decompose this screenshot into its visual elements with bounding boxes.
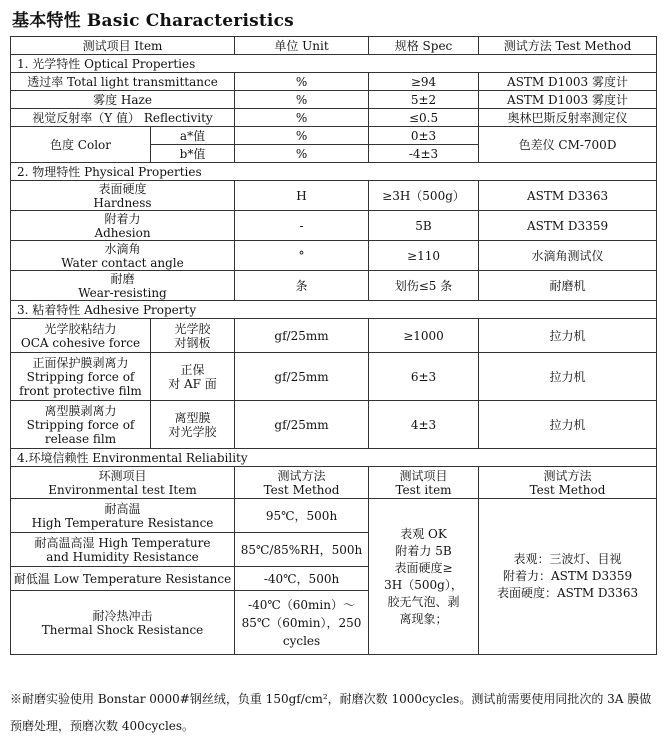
name-cn: 耐磨: [110, 271, 135, 286]
table-row: [11, 211, 657, 241]
row-spec: 5±2: [369, 91, 479, 109]
row-name: 耐低温 Low Temperature Resistance: [11, 567, 235, 591]
method-line: 表观：三波灯、目视: [513, 552, 622, 566]
row-method: 耐磨机: [479, 271, 657, 301]
sub-2: 对钢板: [174, 335, 211, 350]
name-cn: 耐冷热冲击: [92, 608, 153, 623]
test-item-line: 附着力 5B: [395, 543, 452, 558]
row-spec: 6±3: [369, 353, 479, 401]
row-spec: 5B: [369, 211, 479, 241]
row-method: 拉力机: [479, 401, 657, 449]
section-title: 3. 粘着特性 Adhesive Property: [11, 301, 657, 319]
row-unit: gf/25mm: [235, 319, 369, 353]
table-row: [11, 127, 657, 145]
row-unit: %: [235, 127, 369, 145]
row-unit: °: [235, 241, 369, 271]
row-name: [11, 211, 235, 241]
name-en: OCA cohesive force: [20, 335, 141, 350]
row-spec: ≤0.5: [369, 109, 479, 127]
table-row: [11, 319, 657, 353]
row-method: ASTM D1003 雾度计: [479, 73, 657, 91]
row-name: 透过率 Total light transmittance: [11, 73, 235, 91]
env-header-test: [369, 467, 479, 499]
section-title: 2. 物理特性 Physical Properties: [11, 163, 657, 181]
label-cn: 测试项目: [399, 468, 448, 483]
label-en: Environmental test Item: [48, 482, 197, 497]
name-cn: 附着力: [104, 211, 141, 226]
table-row: [11, 91, 657, 109]
name-cn: 光学胶粘结力: [44, 321, 117, 336]
row-spec: 划伤≤5 条: [369, 271, 479, 301]
row-method: 拉力机: [479, 353, 657, 401]
row-name: 雾度 Haze: [11, 91, 235, 109]
row-sub: [151, 401, 235, 449]
sub-1: 正保: [180, 362, 205, 377]
name-cn: 表面硬度: [98, 181, 147, 196]
row-unit: gf/25mm: [235, 353, 369, 401]
test-item-line: 3H（500g），: [384, 577, 463, 592]
row-condition: 85℃/85%RH，500h: [235, 533, 369, 567]
table-row: [11, 353, 657, 401]
row-unit: %: [235, 145, 369, 163]
name-en: Wear-resisting: [78, 285, 167, 300]
header-method: 测试方法 Test Method: [479, 37, 657, 55]
sub-2: 对 AF 面: [168, 376, 217, 391]
row-method: ASTM D3363: [479, 181, 657, 211]
row-method: 奥林巴斯反射率测定仪: [479, 109, 657, 127]
row-unit: %: [235, 73, 369, 91]
label-cn: 测试方法: [277, 468, 326, 483]
row-method: 水滴角测试仪: [479, 241, 657, 271]
test-item-line: 表面硬度≥: [394, 560, 453, 575]
name-en: High Temperature Resistance: [31, 515, 214, 530]
table-row: [11, 181, 657, 211]
row-name: [11, 319, 151, 353]
row-method: ASTM D3359: [479, 211, 657, 241]
row-spec: ≥94: [369, 73, 479, 91]
page-title: 基本特性 Basic Characteristics: [12, 11, 294, 31]
row-unit: 条: [235, 271, 369, 301]
env-method: [479, 499, 657, 655]
label-en: Test item: [395, 482, 452, 497]
method-line: 附着力：ASTM D3359: [502, 569, 633, 583]
name-en: Thermal Shock Resistance: [41, 622, 204, 637]
name-cn: 耐高温: [104, 501, 141, 516]
row-name: [11, 533, 235, 567]
name-en: Adhesion: [94, 225, 151, 240]
table-row: [11, 499, 657, 533]
row-sub: [151, 319, 235, 353]
header-item: 测试项目 Item: [11, 37, 235, 55]
row-condition: 95℃，500h: [235, 499, 369, 533]
section-optical: [11, 55, 657, 73]
env-header-item: [11, 467, 235, 499]
section-title: 1. 光学特性 Optical Properties: [11, 55, 657, 73]
row-name: [11, 499, 235, 533]
env-header-cond: [235, 467, 369, 499]
name-en-1: Stripping force of: [26, 417, 135, 432]
label-en: Test Method: [529, 482, 606, 497]
row-unit: H: [235, 181, 369, 211]
row-spec: 0±3: [369, 127, 479, 145]
name-cn: 离型膜剥离力: [44, 403, 117, 418]
env-test-item: [369, 499, 479, 655]
table-row: [11, 271, 657, 301]
row-unit: %: [235, 91, 369, 109]
name-cn: 水滴角: [104, 241, 141, 256]
row-name: [11, 181, 235, 211]
table-row: [11, 241, 657, 271]
row-sub: b*值: [151, 145, 235, 163]
section-physical: [11, 163, 657, 181]
test-item-line: 离现象；: [399, 611, 448, 626]
row-name: 视觉反射率（Y 值） Reflectivity: [11, 109, 235, 127]
footnote: ※耐磨实验使用 Bonstar 0000#钢丝绒，负重 150gf/cm²，耐磨次数 1000cycles。测试前需要使用同批次的 3A 膜做预磨处理，预磨次数 400cycles。: [10, 692, 652, 733]
name-en: Water contact angle: [61, 255, 184, 270]
row-name: [11, 241, 235, 271]
cond-1: -40℃（60min）～: [248, 597, 355, 612]
name-en-2: front protective film: [19, 383, 142, 398]
sub-1: 离型膜: [174, 410, 211, 425]
row-unit: gf/25mm: [235, 401, 369, 449]
name-1: 耐高温高湿 High Temperature: [34, 535, 211, 550]
table-row: [11, 401, 657, 449]
table-header-row: [11, 37, 657, 55]
row-name: [11, 271, 235, 301]
sub-1: 光学胶: [174, 321, 211, 336]
cond-3: cycles: [282, 633, 321, 648]
env-header-row: [11, 467, 657, 499]
sub-2: 对光学胶: [168, 424, 217, 439]
name-en-2: release film: [44, 431, 117, 446]
row-method: ASTM D1003 雾度计: [479, 91, 657, 109]
label-cn: 环测项目: [98, 468, 147, 483]
row-method: 色差仪 CM-700D: [479, 127, 657, 163]
row-condition: [235, 591, 369, 655]
row-name: 色度 Color: [11, 127, 151, 163]
row-spec: ≥1000: [369, 319, 479, 353]
row-condition: -40℃，500h: [235, 567, 369, 591]
test-item-line: 表观 OK: [400, 526, 447, 541]
section-environmental: [11, 449, 657, 467]
name-en-1: Stripping force of: [26, 369, 135, 384]
row-sub: a*值: [151, 127, 235, 145]
table-row: [11, 73, 657, 91]
name-cn: 正面保护膜剥离力: [32, 355, 129, 370]
header-spec: 规格 Spec: [369, 37, 479, 55]
env-header-method: [479, 467, 657, 499]
row-name: [11, 591, 235, 655]
row-name: [11, 353, 151, 401]
row-sub: [151, 353, 235, 401]
row-unit: %: [235, 109, 369, 127]
characteristics-table: [10, 36, 657, 655]
method-line: 表面硬度：ASTM D3363: [496, 586, 639, 600]
row-spec: -4±3: [369, 145, 479, 163]
label-cn: 测试方法: [543, 468, 592, 483]
table-row: [11, 109, 657, 127]
section-title: 4.环境信赖性 Environmental Reliability: [11, 449, 657, 467]
test-item-line: 胶无气泡、剥: [387, 594, 460, 609]
name-2: and Humidity Resistance: [46, 549, 199, 564]
header-unit: 单位 Unit: [235, 37, 369, 55]
row-unit: -: [235, 211, 369, 241]
name-en: Hardness: [93, 195, 152, 210]
row-name: [11, 401, 151, 449]
row-spec: 4±3: [369, 401, 479, 449]
cond-2: 85℃（60min），250: [241, 615, 362, 630]
row-method: 拉力机: [479, 319, 657, 353]
section-adhesive: [11, 301, 657, 319]
label-en: Test Method: [263, 482, 340, 497]
row-spec: ≥110: [369, 241, 479, 271]
row-spec: ≥3H（500g）: [369, 181, 479, 211]
